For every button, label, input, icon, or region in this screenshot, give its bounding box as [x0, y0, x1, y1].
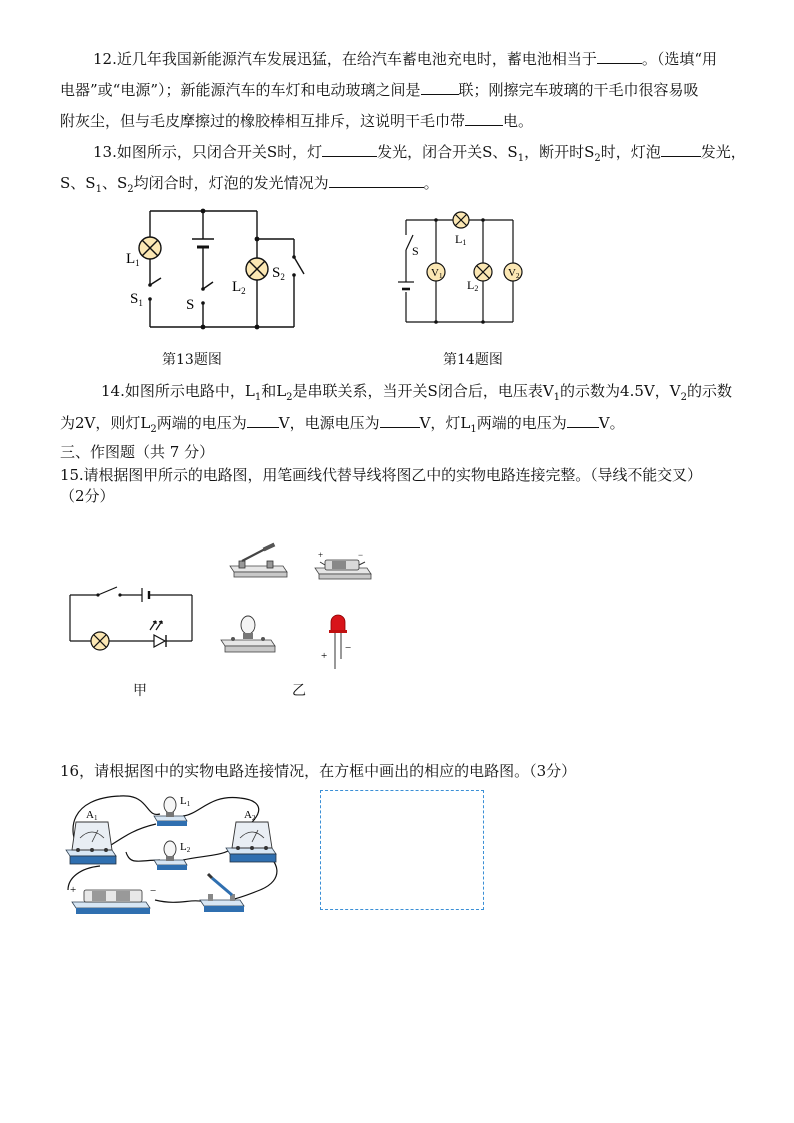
figure-15-schematic	[70, 585, 200, 645]
fig14-label-l1: L1	[455, 232, 467, 247]
section-3-heading: 三、作图题（共 7 分）	[60, 443, 215, 461]
q14-line-2	[60, 412, 625, 433]
q14-text-h: V，电源电压为	[278, 414, 380, 432]
fig13-caption: 第13题图	[162, 352, 222, 368]
q13-sub-g: 2	[127, 184, 134, 195]
figure-14-circuit	[392, 210, 532, 328]
fig14-label-v2: V2	[508, 267, 520, 280]
fig16-label-l1: L1	[180, 795, 191, 808]
fig13-label-s1: $S_1$	[130, 291, 143, 308]
q12-line-2	[60, 79, 699, 100]
fig15-label-jia: 甲	[133, 683, 147, 699]
q12-text-d: 联；刚擦完车玻璃的干毛巾很容易吸	[458, 81, 699, 99]
q14-blank-2[interactable]	[380, 412, 420, 428]
fig13-label-s2: $S_2$	[272, 265, 285, 282]
fig14-caption: 第14题图	[443, 352, 503, 368]
q14-sub-f: 2	[150, 424, 157, 435]
ammeter-a1[interactable]	[66, 809, 116, 864]
fig16-label-a1: A1	[86, 809, 98, 822]
q14-sub-b: 2	[286, 392, 293, 403]
q13-sub-c: 2	[594, 153, 601, 164]
q12-text-c: 电器”或“电源”）；新能源汽车的车灯和电动玻璃之间是	[60, 81, 421, 99]
ammeter-a2[interactable]	[226, 809, 276, 862]
q14-text-i: V，灯L	[419, 414, 471, 432]
fig15-label-yi: 乙	[292, 683, 306, 699]
fig15-led-symbol	[154, 635, 166, 647]
q13-text-g: 、S	[101, 174, 128, 192]
q14-text-b: 和L	[261, 382, 287, 400]
fig13-label-s: S	[186, 297, 195, 313]
q13-line-1	[93, 141, 746, 162]
q15-line-1: 15.请根据图甲所示的电路图，用笔画线代替导线将图乙中的实物电路连接完整。（导线不能交叉）	[60, 466, 702, 484]
led-minus-label: −	[345, 642, 352, 654]
battery-holder[interactable]	[315, 550, 371, 579]
q13-blank-3[interactable]	[329, 172, 424, 188]
q13-text-i: 。	[423, 174, 439, 192]
voltmeter-v1-symbol	[427, 263, 445, 281]
lamp-l1-symbol	[453, 212, 469, 228]
q12-text-e: 附灰尘，但与毛皮摩擦过的橡胶棒相互排斥，这说明干毛巾带	[60, 112, 466, 130]
q12-line-1	[93, 48, 717, 69]
q14-sub-a: 1	[254, 392, 262, 403]
q14-blank-3[interactable]	[567, 412, 599, 428]
q13-sub-f: 1	[95, 184, 102, 195]
q14-sub-d: 2	[680, 392, 687, 403]
figure-13-circuit	[120, 205, 320, 335]
figure-16-physical-circuit	[60, 790, 300, 920]
q12-blank-2[interactable]	[421, 79, 459, 95]
q13-text-e: 发光，	[700, 143, 746, 161]
q14-sub-c: 1	[553, 392, 561, 403]
q12-blank-1[interactable]	[597, 48, 642, 64]
led-component[interactable]	[321, 615, 351, 669]
q14-text-d: 的示数为4.5V，V	[560, 382, 681, 400]
q13-text-h: 均闭合时，灯泡的发光情况为	[133, 174, 329, 192]
q13-blank-2[interactable]	[661, 141, 701, 157]
q14-text-e: 的示数	[686, 382, 732, 400]
fig16-battery-minus: −	[150, 885, 157, 897]
voltmeter-v2-symbol	[504, 263, 522, 281]
q14-blank-1[interactable]	[247, 412, 279, 428]
q15-line-2: （2分）	[60, 487, 115, 505]
q12-text-a: 12.近几年我国新能源汽车发展迅猛，在给汽车蓄电池充电时，蓄电池相当于	[93, 50, 597, 68]
q13-text-d: 时，灯泡	[600, 143, 661, 161]
knife-switch[interactable]	[230, 543, 287, 577]
q14-text-a: 14.如图所示电路中，L	[101, 382, 255, 400]
lamp-l1-symbol	[139, 237, 161, 259]
figure-15-components	[215, 545, 385, 675]
q14-text-f: 为2V，则灯L	[60, 414, 151, 432]
answer-box[interactable]	[320, 790, 484, 910]
fig16-label-l2: L2	[180, 841, 191, 854]
fig14-label-s: S	[412, 244, 419, 258]
q14-line-1	[101, 381, 732, 401]
fig14-label-l2: L2	[467, 278, 479, 293]
battery-plus-label: +	[318, 550, 324, 560]
q14-text-j: 两端的电压为	[476, 414, 567, 432]
q12-text-f: 电。	[503, 112, 534, 130]
lamp-l2-symbol	[474, 263, 492, 281]
lamp-on-board[interactable]	[221, 616, 275, 652]
lamp-l2[interactable]	[154, 841, 191, 870]
q13-text-f: S、S	[60, 174, 96, 192]
q13-text-b: 发光，闭合开关S、S	[377, 143, 518, 161]
q13-text-c: ，断开时S	[524, 143, 595, 161]
fig15-lamp-symbol	[91, 632, 109, 650]
lamp-l2-symbol	[246, 258, 268, 280]
q13-blank-1[interactable]	[322, 141, 377, 157]
q14-text-k: V。	[598, 414, 625, 432]
lamp-l1[interactable]	[154, 795, 191, 826]
led-plus-label: +	[321, 650, 328, 662]
q16-line: 16，请根据图中的实物电路连接情况，在方框中画出的相应的电路图。（3分）	[60, 762, 577, 780]
fig16-switch[interactable]	[200, 874, 244, 912]
fig13-label-l1: $L_1$	[126, 251, 140, 268]
q12-text-b: 。（选填“用	[641, 50, 718, 68]
q14-text-c: 是串联关系，当开关S闭合后，电压表V	[292, 382, 554, 400]
fig13-label-l2: $L_2$	[232, 279, 246, 296]
q13-sub-b: 1	[517, 153, 525, 164]
battery-pack[interactable]	[70, 884, 156, 914]
q13-line-2	[60, 172, 439, 193]
fig16-label-a2: A2	[244, 809, 256, 822]
battery-minus-label: −	[358, 550, 364, 560]
q13-text-a: 13.如图所示，只闭合开关S时，灯	[93, 143, 323, 161]
q14-text-g: 两端的电压为	[156, 414, 247, 432]
fig14-label-v1: V1	[431, 267, 443, 280]
q12-line-3	[60, 110, 533, 131]
fig16-battery-plus: +	[70, 884, 77, 896]
q12-blank-3[interactable]	[465, 110, 503, 126]
q14-sub-i: 1	[470, 424, 477, 435]
